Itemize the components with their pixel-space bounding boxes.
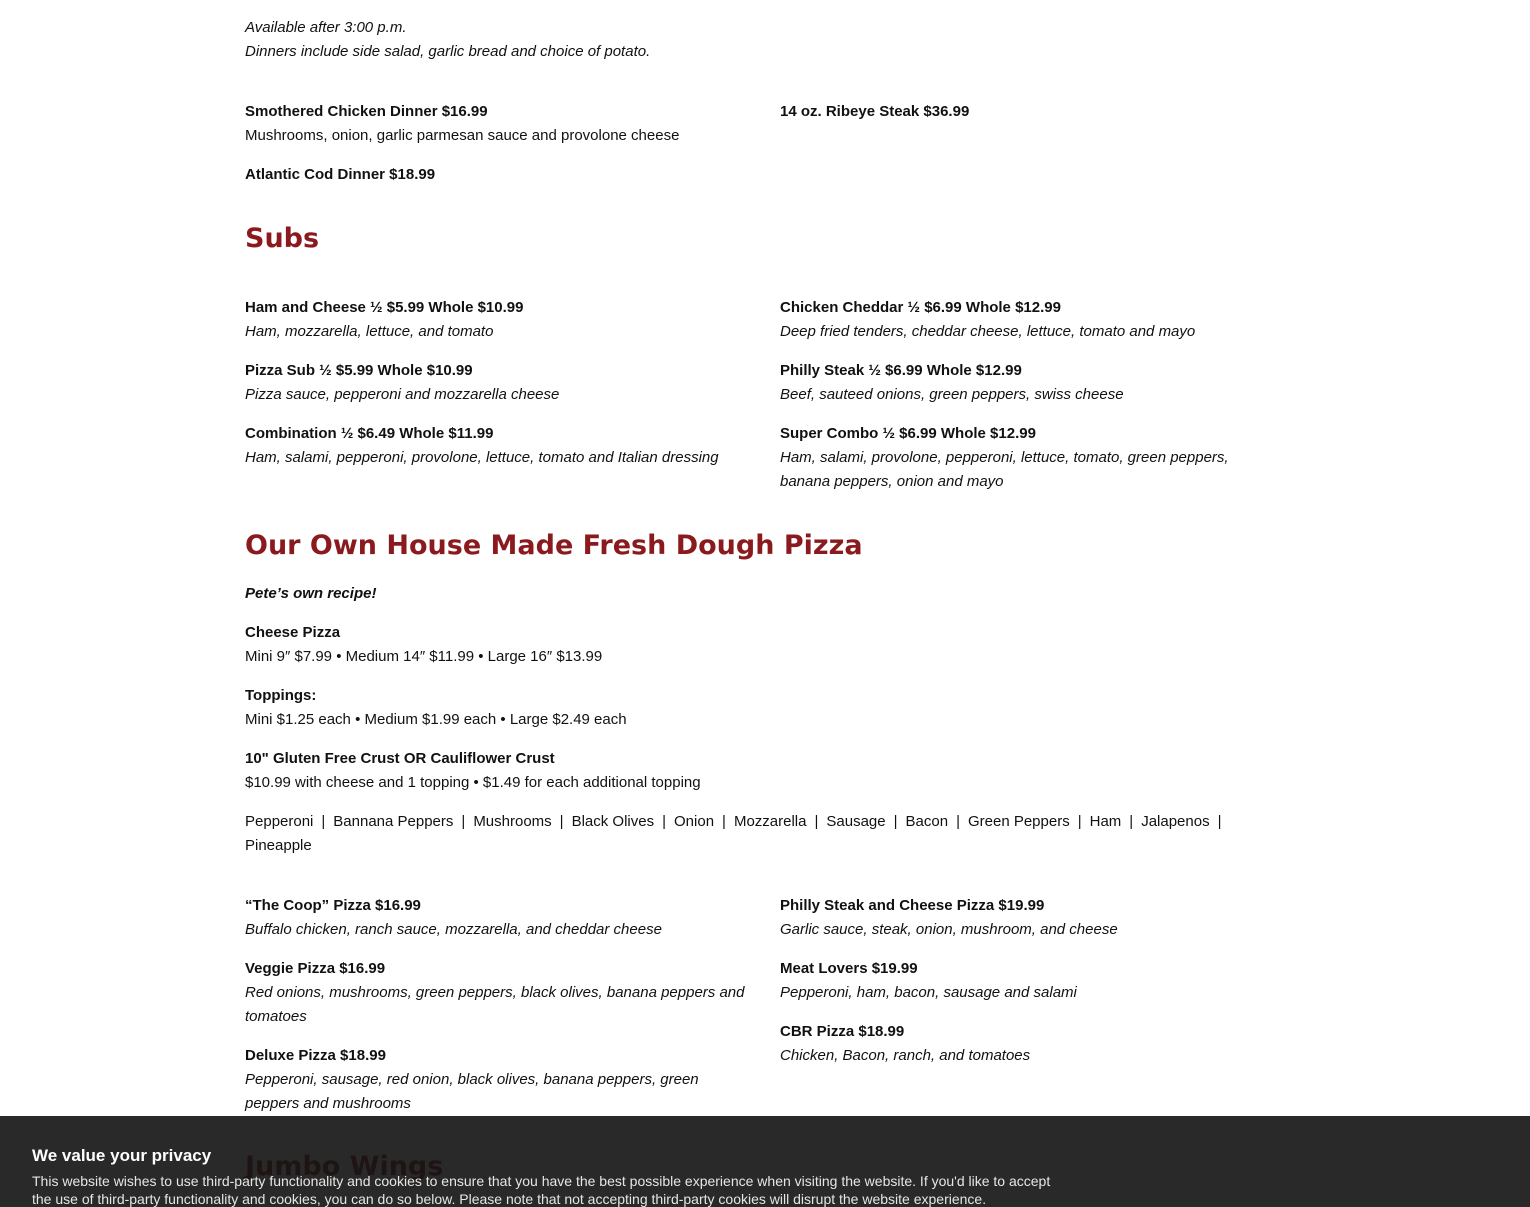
menu-item-title: 14 oz. Ribeye Steak $36.99	[780, 103, 970, 120]
menu-item	[245, 100, 745, 148]
menu-item-desc: Deep fried tenders, cheddar cheese, lettuce, tomato and mayo	[780, 323, 1196, 340]
menu-item	[245, 894, 745, 942]
menu-item-title: Cheese Pizza	[245, 624, 341, 641]
menu-item	[780, 894, 1280, 942]
topping: Mozzarella	[733, 813, 807, 830]
menu-item-title: Philly Steak and Cheese Pizza $19.99	[780, 897, 1045, 914]
privacy-banner	[0, 1116, 1530, 1207]
topping: Pineapple	[245, 837, 312, 854]
menu-item	[245, 747, 1145, 795]
menu-item-title: Veggie Pizza $16.99	[245, 960, 386, 977]
pizza-heading: Our Own House Made Fresh Dough Pizza	[245, 530, 863, 561]
menu-item	[245, 684, 1145, 732]
menu-item-title: Super Combo ½ $6.99 Whole $12.99	[780, 425, 1036, 442]
menu-item-desc: Ham, salami, provolone, pepperoni, lettuce, tomato, green peppers, banana peppers, onion and mayo	[780, 449, 1229, 490]
topping: Sausage	[826, 813, 886, 830]
topping: Bacon	[905, 813, 949, 830]
menu-item-desc: Ham, salami, pepperoni, provolone, lettuce, tomato and Italian dressing	[245, 449, 719, 466]
menu-item-title: “The Coop” Pizza $16.99	[245, 897, 421, 914]
privacy-text: This website wishes to use third-party functionality and cookies to ensure that you have the best possible experience when visiting the website. If you'd like to accept the use of third-party functionality and cookies, you can do so below. Please note that not accepting third-party cookies will disrupt the website experience.	[32, 1173, 1051, 1207]
dinners-availability: Available after 3:00 p.m.	[245, 19, 407, 36]
menu-item	[780, 957, 1280, 1005]
menu-item	[780, 100, 1280, 124]
menu-item	[245, 957, 745, 1029]
menu-item-title: Combination ½ $6.49 Whole $11.99	[245, 425, 494, 442]
menu-item-desc: Garlic sauce, steak, onion, mushroom, and cheese	[780, 921, 1118, 938]
menu-item-desc: Mini 9″ $7.99 • Medium 14″ $11.99 • Large 16″ $13.99	[245, 648, 603, 665]
dinners-includes: Dinners include side salad, garlic bread and choice of potato.	[245, 43, 651, 60]
menu-item	[780, 359, 1280, 407]
menu-item-title: Atlantic Cod Dinner $18.99	[245, 166, 436, 183]
topping: Mushrooms	[473, 813, 552, 830]
topping-list: Pepperoni | Bannana Peppers | Mushrooms | Black Olives | Onion | Mozzarella | Sausage | Bacon | Green Peppers | Ham | Jalapenos | Pineapple	[245, 813, 1222, 854]
topping: Pepperoni	[245, 813, 314, 830]
menu-item-desc: Beef, sauteed onions, green peppers, swiss cheese	[780, 386, 1124, 403]
topping: Ham	[1089, 813, 1122, 830]
menu-item	[780, 422, 1280, 494]
menu-item	[780, 1020, 1280, 1068]
privacy-title: We value your privacy	[32, 1146, 212, 1165]
topping: Jalapenos	[1141, 813, 1210, 830]
topping: Onion	[674, 813, 715, 830]
menu-item-title: CBR Pizza $18.99	[780, 1023, 905, 1040]
menu-item-desc: Chicken, Bacon, ranch, and tomatoes	[780, 1047, 1031, 1064]
menu-item-title: Philly Steak ½ $6.99 Whole $12.99	[780, 362, 1022, 379]
menu-item	[245, 359, 745, 407]
menu-item	[245, 163, 745, 187]
subs-heading: Subs	[245, 223, 320, 254]
menu-item-title: Toppings:	[245, 687, 317, 704]
topping: Green Peppers	[967, 813, 1070, 830]
menu-item-desc: Mushrooms, onion, garlic parmesan sauce and provolone cheese	[245, 127, 680, 144]
menu-item-desc: Pepperoni, ham, bacon, sausage and salami	[780, 984, 1077, 1001]
menu-item-desc: $10.99 with cheese and 1 topping • $1.49 for each additional topping	[245, 774, 701, 791]
menu-item-title: Deluxe Pizza $18.99	[245, 1047, 386, 1064]
menu-item	[245, 422, 745, 470]
menu-item	[780, 296, 1280, 344]
menu-item-title: Chicken Cheddar ½ $6.99 Whole $12.99	[780, 299, 1061, 316]
dinners-intro	[245, 16, 650, 64]
topping: Black Olives	[571, 813, 655, 830]
topping: Bannana Peppers	[333, 813, 454, 830]
menu-item-title: Meat Lovers $19.99	[780, 960, 918, 977]
menu-item	[245, 621, 1145, 669]
menu-item-desc: Ham, mozzarella, lettuce, and tomato	[245, 323, 494, 340]
menu-item-desc: Mini $1.25 each • Medium $1.99 each • Large $2.49 each	[245, 711, 627, 728]
menu-item-desc: Buffalo chicken, ranch sauce, mozzarella, and cheddar cheese	[245, 921, 662, 938]
menu-item-title: Smothered Chicken Dinner $16.99	[245, 103, 488, 120]
menu-item	[245, 296, 745, 344]
menu-item-desc: Pepperoni, sausage, red onion, black olives, banana peppers, green peppers and mushrooms	[245, 1071, 699, 1112]
menu-item	[245, 1044, 745, 1116]
menu-item-desc: Pizza sauce, pepperoni and mozzarella cheese	[245, 386, 560, 403]
pizza-tagline: Pete’s own recipe!	[245, 585, 377, 602]
menu-item-title: Ham and Cheese ½ $5.99 Whole $10.99	[245, 299, 524, 316]
menu-item-desc: Red onions, mushrooms, green peppers, black olives, banana peppers and tomatoes	[245, 984, 745, 1025]
menu-item-title: 10" Gluten Free Crust OR Cauliflower Crust	[245, 750, 555, 767]
menu-item-title: Pizza Sub ½ $5.99 Whole $10.99	[245, 362, 473, 379]
